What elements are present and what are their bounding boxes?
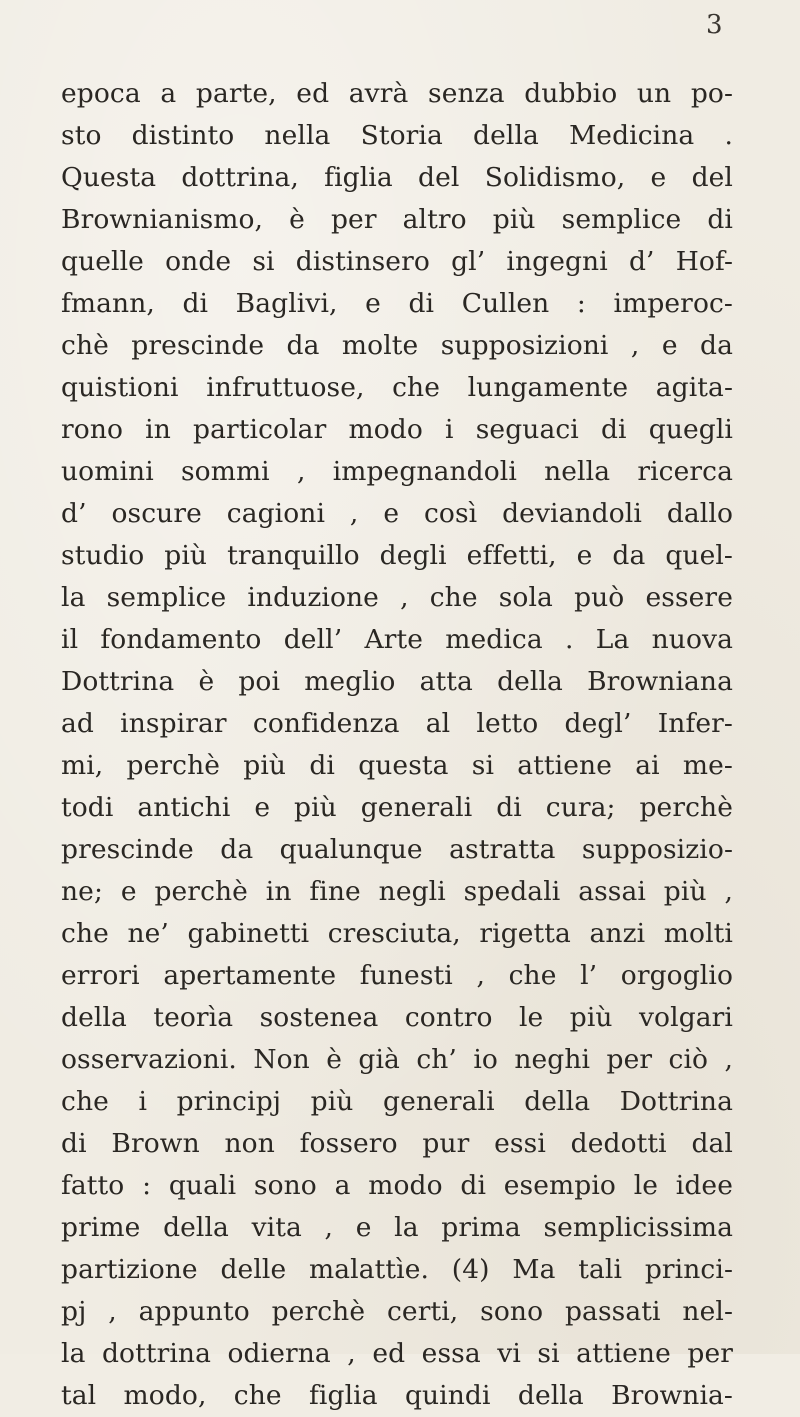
text-line: che ne’ gabinetti cresciuta, rigetta anzi molti: [61, 918, 733, 949]
text-line: quistioni infruttuose, che lungamente agita-: [61, 372, 733, 403]
text-line: la dottrina odierna , ed essa vi si attiene per: [61, 1338, 733, 1369]
text-line: osservazioni. Non è già ch’ io neghi per ciò ,: [61, 1044, 733, 1075]
body-text: [61, 73, 733, 1417]
text-line: studio più tranquillo degli effetti, e da quel-: [61, 540, 733, 571]
text-line: ne; e perchè in fine negli spedali assai più ,: [61, 876, 733, 907]
page-number: 3: [706, 10, 723, 40]
text-line: pj , appunto perchè certi, sono passati nel-: [61, 1296, 733, 1327]
text-line: prescinde da qualunque astratta supposizio-: [61, 834, 733, 865]
text-line: Brownianismo, è per altro più semplice di: [61, 204, 733, 235]
text-line: fmann, di Baglivi, e di Cullen : imperoc-: [61, 288, 733, 319]
text-line: todi antichi e più generali di cura; perchè: [61, 792, 733, 823]
text-line: errori apertamente funesti , che l’ orgoglio: [61, 960, 733, 991]
text-line: che i principj più generali della Dottrina: [61, 1086, 733, 1117]
text-line: il fondamento dell’ Arte medica . La nuova: [61, 624, 733, 655]
text-line: Questa dottrina, figlia del Solidismo, e del: [61, 162, 733, 193]
text-line: di Brown non fossero pur essi dedotti dal: [61, 1128, 733, 1159]
text-line: tal modo, che figlia quindi della Brownia-: [61, 1380, 733, 1411]
text-line: rono in particolar modo i seguaci di quegli: [61, 414, 733, 445]
text-line: della teorìa sostenea contro le più volgari: [61, 1002, 733, 1033]
text-line: epoca a parte, ed avrà senza dubbio un po-: [61, 78, 733, 109]
text-line: la semplice induzione , che sola può essere: [61, 582, 733, 613]
text-line: chè prescinde da molte supposizioni , e da: [61, 330, 733, 361]
text-line: Dottrina è poi meglio atta della Browniana: [61, 666, 733, 697]
text-line: mi, perchè più di questa si attiene ai me-: [61, 750, 733, 781]
text-line: d’ oscure cagioni , e così deviandoli dallo: [61, 498, 733, 529]
text-line: ad inspirar confidenza al letto degl’ Infer-: [61, 708, 733, 739]
text-line: uomini sommi , impegnandoli nella ricerca: [61, 456, 733, 487]
text-line: prime della vita , e la prima semplicissima: [61, 1212, 733, 1243]
text-line: partizione delle malattìe. (4) Ma tali princi-: [61, 1254, 733, 1285]
text-line: fatto : quali sono a modo di esempio le idee: [61, 1170, 733, 1201]
text-line: sto distinto nella Storia della Medicina .: [61, 120, 733, 151]
text-line: quelle onde si distinsero gl’ ingegni d’ Hof-: [61, 246, 733, 277]
